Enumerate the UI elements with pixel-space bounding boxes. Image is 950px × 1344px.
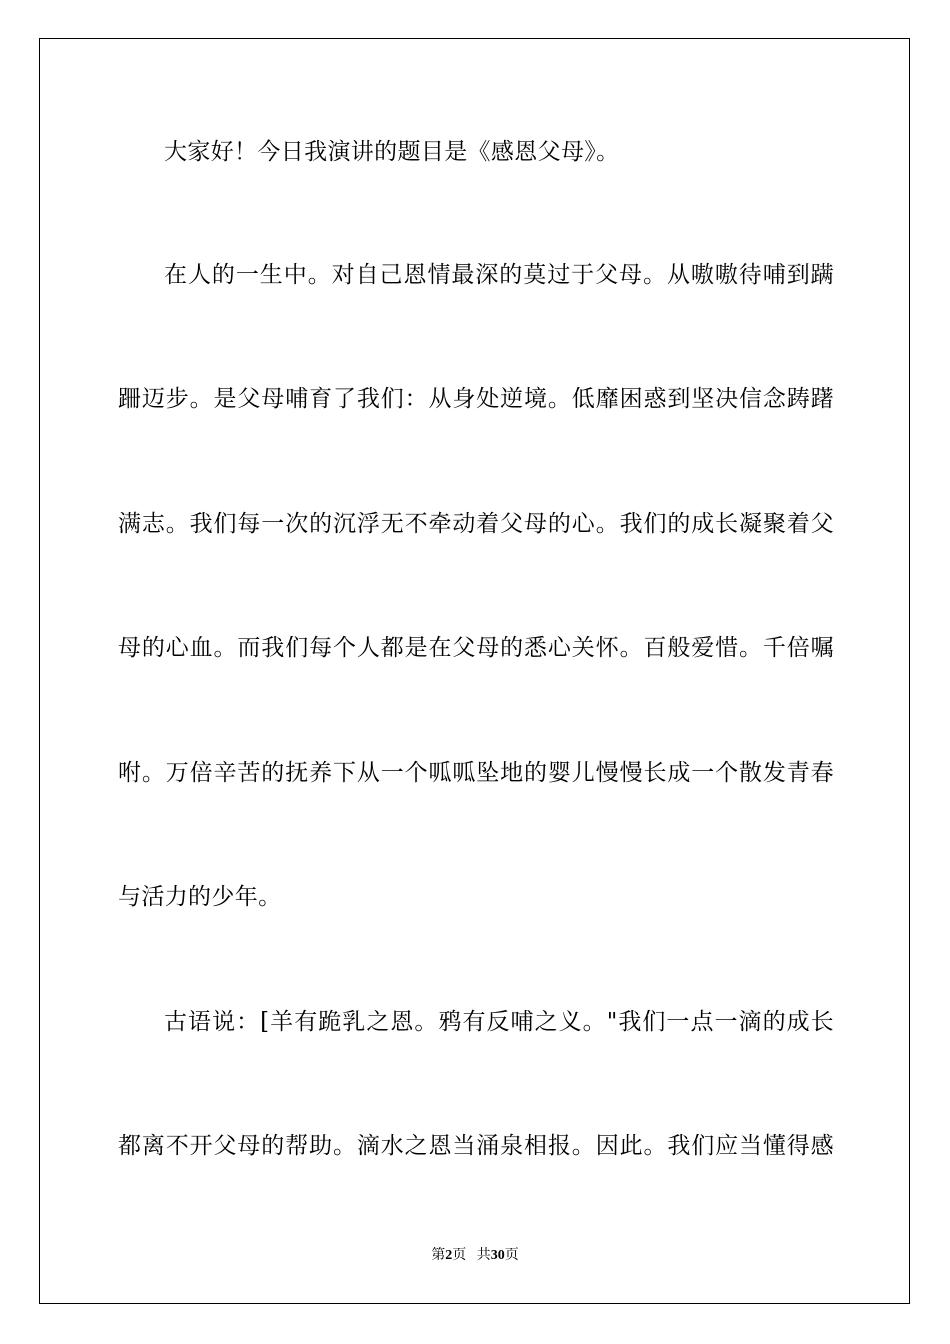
page-footer [0, 1246, 950, 1266]
paragraph-line: 母的心血。而我们每个人都是在父母的悉心关怀。百般爱惜。千倍嘱 [118, 635, 834, 661]
paragraph-line: 在人的一生中。对自己恩情最深的莫过于父母。从嗷嗷待哺到蹒 [164, 262, 834, 288]
paragraph-line: 咐。万倍辛苦的抚养下从一个呱呱坠地的婴儿慢慢长成一个散发青春 [118, 760, 834, 786]
page-number: 2 [445, 1248, 453, 1263]
total-prefix: 共 [476, 1248, 491, 1263]
paragraph-line: 与活力的少年。 [118, 884, 282, 910]
greeting-line: 大家好！今日我演讲的题目是《感恩父母》。 [164, 139, 620, 165]
paragraph-line: 满志。我们每一次的沉浮无不牵动着父母的心。我们的成长凝聚着父 [118, 511, 834, 537]
paragraph-line: 都离不开父母的帮助。滴水之恩当涌泉相报。因此。我们应当懂得感 [118, 1133, 834, 1159]
total-pages: 30 [490, 1248, 505, 1263]
paragraph-line: 古语说：[羊有跪乳之恩。鸦有反哺之义。"我们一点一滴的成长 [164, 1009, 834, 1035]
total-suffix: 页 [504, 1248, 519, 1263]
paragraph-line: 跚迈步。是父母哺育了我们：从身处逆境。低靡困惑到坚决信念踌躇 [118, 386, 834, 412]
page-prefix: 第 [431, 1248, 446, 1263]
page-suffix: 页 [452, 1248, 467, 1263]
page-border [39, 38, 910, 1304]
